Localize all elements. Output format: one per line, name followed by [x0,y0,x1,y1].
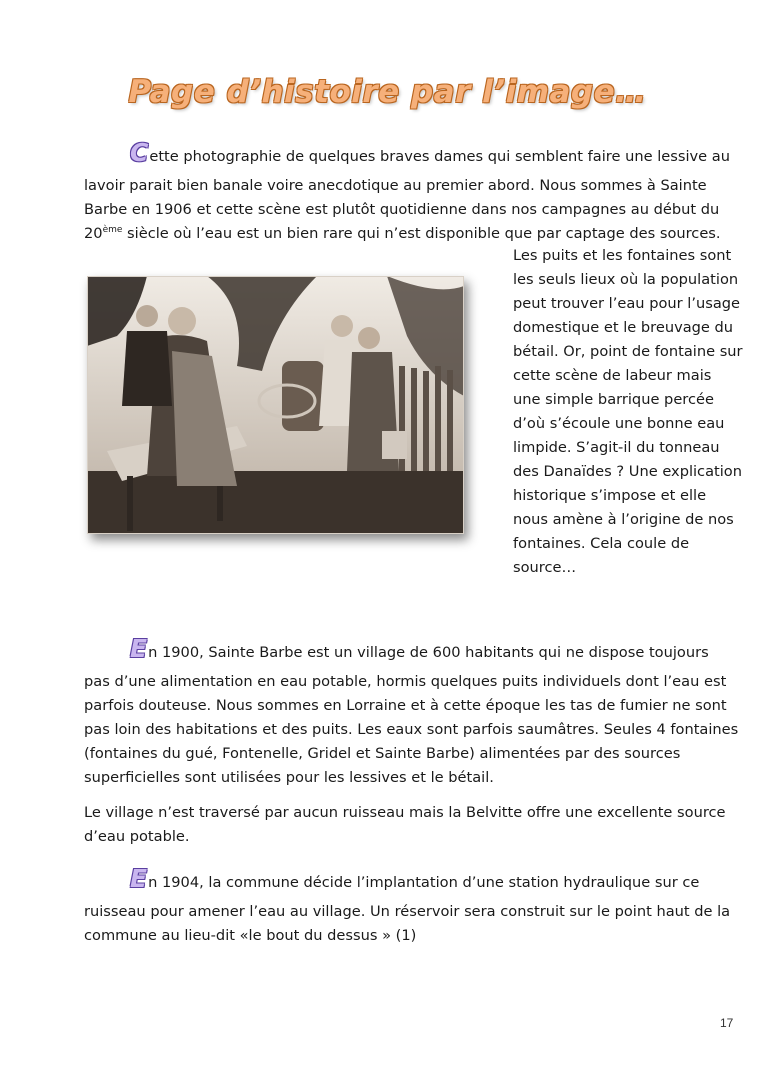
drop-cap-e: E [130,634,148,663]
intro-text-b: siècle où l’eau est un bien rare qui n’est disponible que par captage des sources. [122,225,721,242]
p1904-line1: n 1904, la commune décide l’implantation d’une station hydraulique sur ce [148,874,700,891]
historical-photograph [87,276,464,534]
sidebar-paragraph: Les puits et les fontaines sont les seuls lieux où la population peut trouver l’eau pour l’usage domestique et le breuvage du bétail. Or, point de fontaine sur cette scène de labeur mais une simple barrique percée d’où s’écoule une bonne eau limpide. S’agit-il du tonneau des Danaïdes ? Une explication historique s’impose et elle nous amène à l’origine de nos fontaines. Cela coule de source… [513,247,743,576]
intro-line1: ette photographie de quelques braves dames qui semblent faire une lessive au [149,148,730,165]
drop-cap-e-2: E [130,864,148,893]
p1900-line1: n 1900, Sainte Barbe est un village de 600 habitants qui ne dispose toujours [148,644,709,661]
paragraph-intro [84,140,739,246]
superscript-eme: ème [102,225,123,235]
p1900-first-line [84,636,739,670]
paragraph-1904 [84,866,739,948]
paragraph-1900 [84,636,739,790]
paragraph-belvitte: Le village n’est traversé par aucun ruisseau mais la Belvitte offre une excellente source d’eau potable. [84,804,726,845]
drop-cap-c: C [130,138,149,167]
laundry-scene-illustration [87,276,464,534]
p1900-text: pas d’une alimentation en eau potable, hormis quelques puits individuels dont l’eau est parfois douteuse. Nous sommes en Lorraine et à cette époque les tas de fumier ne sont pas loin des habitations et des puits. Les eaux sont parfois saumâtres. Seules 4 fontaines (fontaines du gué, Fontenelle, Gridel et Sainte Barbe) alimentées par des sources superficielles sont utilisées pour les lessives et le bétail. [84,673,739,786]
intro-first-line [84,140,739,174]
intro-text-a: lavoir parait bien banale voire anecdotique au premier abord. Nous sommes à Sainte Barbe en 1906 et cette scène est plutôt quotidienne dans nos campagnes au début du 20 [84,177,720,242]
p1904-first-line [84,866,739,900]
p1904-text: ruisseau pour amener l’eau au village. Un réservoir sera construit sur le point haut de la commune au lieu-dit «le bout du dessus » (1) [84,903,731,944]
page-title: Page d’histoire par l’image… [128,74,647,110]
page-number: 17 [720,1016,734,1030]
